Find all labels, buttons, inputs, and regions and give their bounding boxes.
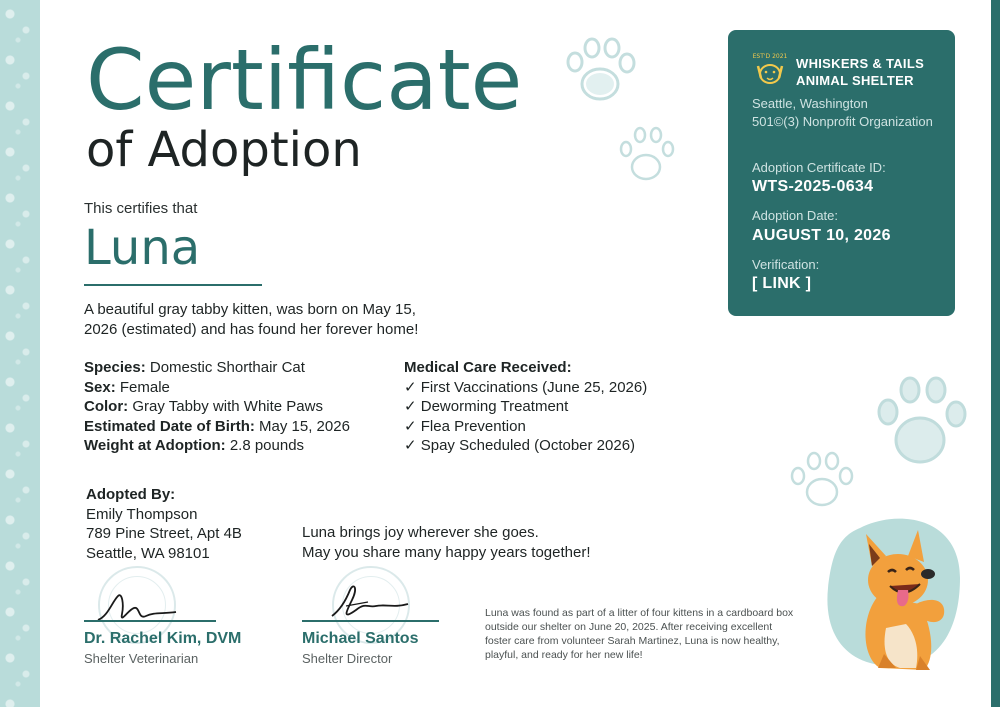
- cert-id-label: Adoption Certificate ID:: [752, 160, 886, 175]
- paw-print-icon: [788, 450, 856, 512]
- pet-details: [84, 358, 394, 456]
- dog-illustration: [820, 508, 970, 678]
- shelter-location: [752, 95, 933, 130]
- signer-title: Shelter Director: [302, 651, 393, 666]
- shelter-name: [796, 55, 924, 89]
- adopter-info: [86, 485, 242, 563]
- medical-care: [404, 358, 684, 456]
- species-row: [84, 358, 394, 378]
- dob-row: [84, 417, 394, 437]
- certifies-text: This certifies that: [84, 200, 198, 217]
- adopter-address-line2: Seattle, WA 98101: [86, 544, 210, 562]
- verification-label: Verification:: [752, 257, 820, 272]
- species-label: Species:: [84, 359, 146, 376]
- logo-text: EST'D 2021: [752, 53, 788, 60]
- pet-name: Luna: [84, 220, 201, 276]
- signature-drawing: [316, 580, 426, 624]
- color-row: [84, 397, 394, 417]
- medical-item: ✓ Flea Prevention: [404, 417, 526, 435]
- adoption-date-label: Adoption Date:: [752, 208, 839, 223]
- signer-name: Michael Santos: [302, 630, 419, 647]
- sex-row: [84, 378, 394, 398]
- adopter-name: Emily Thompson: [86, 505, 198, 523]
- message-line1: Luna brings joy wherever she goes.: [302, 524, 539, 541]
- decorative-side-strip: [0, 0, 40, 707]
- medical-heading: Medical Care Received:: [404, 359, 572, 376]
- dob-value: May 15, 2026: [259, 417, 350, 435]
- shelter-name-line2: ANIMAL SHELTER: [796, 73, 914, 88]
- dob-label: Estimated Date of Birth:: [84, 417, 255, 435]
- signer-name: Dr. Rachel Kim, DVM: [84, 630, 242, 647]
- signer-title: Shelter Veterinarian: [84, 651, 199, 666]
- message-line2: May you share many happy years together!: [302, 543, 591, 561]
- signature-drawing: [94, 590, 204, 630]
- certificate-title: Certificate: [86, 31, 523, 129]
- adopter-address-line1: 789 Pine Street, Apt 4B: [86, 525, 242, 543]
- signature-line: [84, 620, 216, 622]
- adopter-heading: Adopted By:: [86, 486, 176, 503]
- verification-link[interactable]: [ LINK ]: [752, 275, 812, 292]
- sex-label: Sex:: [84, 378, 116, 396]
- weight-row: [84, 436, 394, 456]
- shelter-org-type: 501©(3) Nonprofit Organization: [752, 113, 933, 129]
- signature-line: [302, 620, 439, 622]
- paw-print-icon: [876, 374, 968, 474]
- color-label: Color:: [84, 398, 129, 416]
- rescue-story: Luna was found as part of a litter of four kittens in a cardboard box outside our shelter on June 20, 2025. After receiving excellent foster care from volunteer Sarah Martinez, Luna is now healthy, playful, and ready for her new life!: [485, 607, 794, 661]
- closing-message: [302, 523, 591, 562]
- paw-print-icon: [560, 36, 640, 106]
- paw-print-icon: [618, 125, 678, 187]
- adoption-date-value: AUGUST 10, 2026: [752, 227, 891, 244]
- certificate-subtitle: of Adoption: [86, 122, 362, 178]
- decorative-edge-strip: [991, 0, 1000, 707]
- sex-value: Female: [119, 378, 170, 396]
- species-value: Domestic Shorthair Cat: [149, 359, 305, 376]
- weight-label: Weight at Adoption:: [84, 437, 226, 455]
- shelter-city: Seattle, Washington: [752, 96, 868, 111]
- pet-description: A beautiful gray tabby kitten, was born on May 15, 2026 (estimated) and has found her forever home!: [84, 301, 419, 338]
- medical-item: ✓ Spay Scheduled (October 2026): [404, 437, 636, 455]
- name-underline: [84, 284, 262, 286]
- medical-item: ✓ First Vaccinations (June 25, 2026): [404, 378, 648, 396]
- shelter-info-card: [728, 30, 955, 316]
- dog-logo-icon: [748, 50, 792, 90]
- color-value: Gray Tabby with White Paws: [132, 398, 323, 416]
- cert-id-value: WTS-2025-0634: [752, 178, 874, 195]
- medical-item: ✓ Deworming Treatment: [404, 398, 569, 416]
- weight-value: 2.8 pounds: [229, 437, 305, 455]
- shelter-name-line1: WHISKERS & TAILS: [796, 56, 925, 71]
